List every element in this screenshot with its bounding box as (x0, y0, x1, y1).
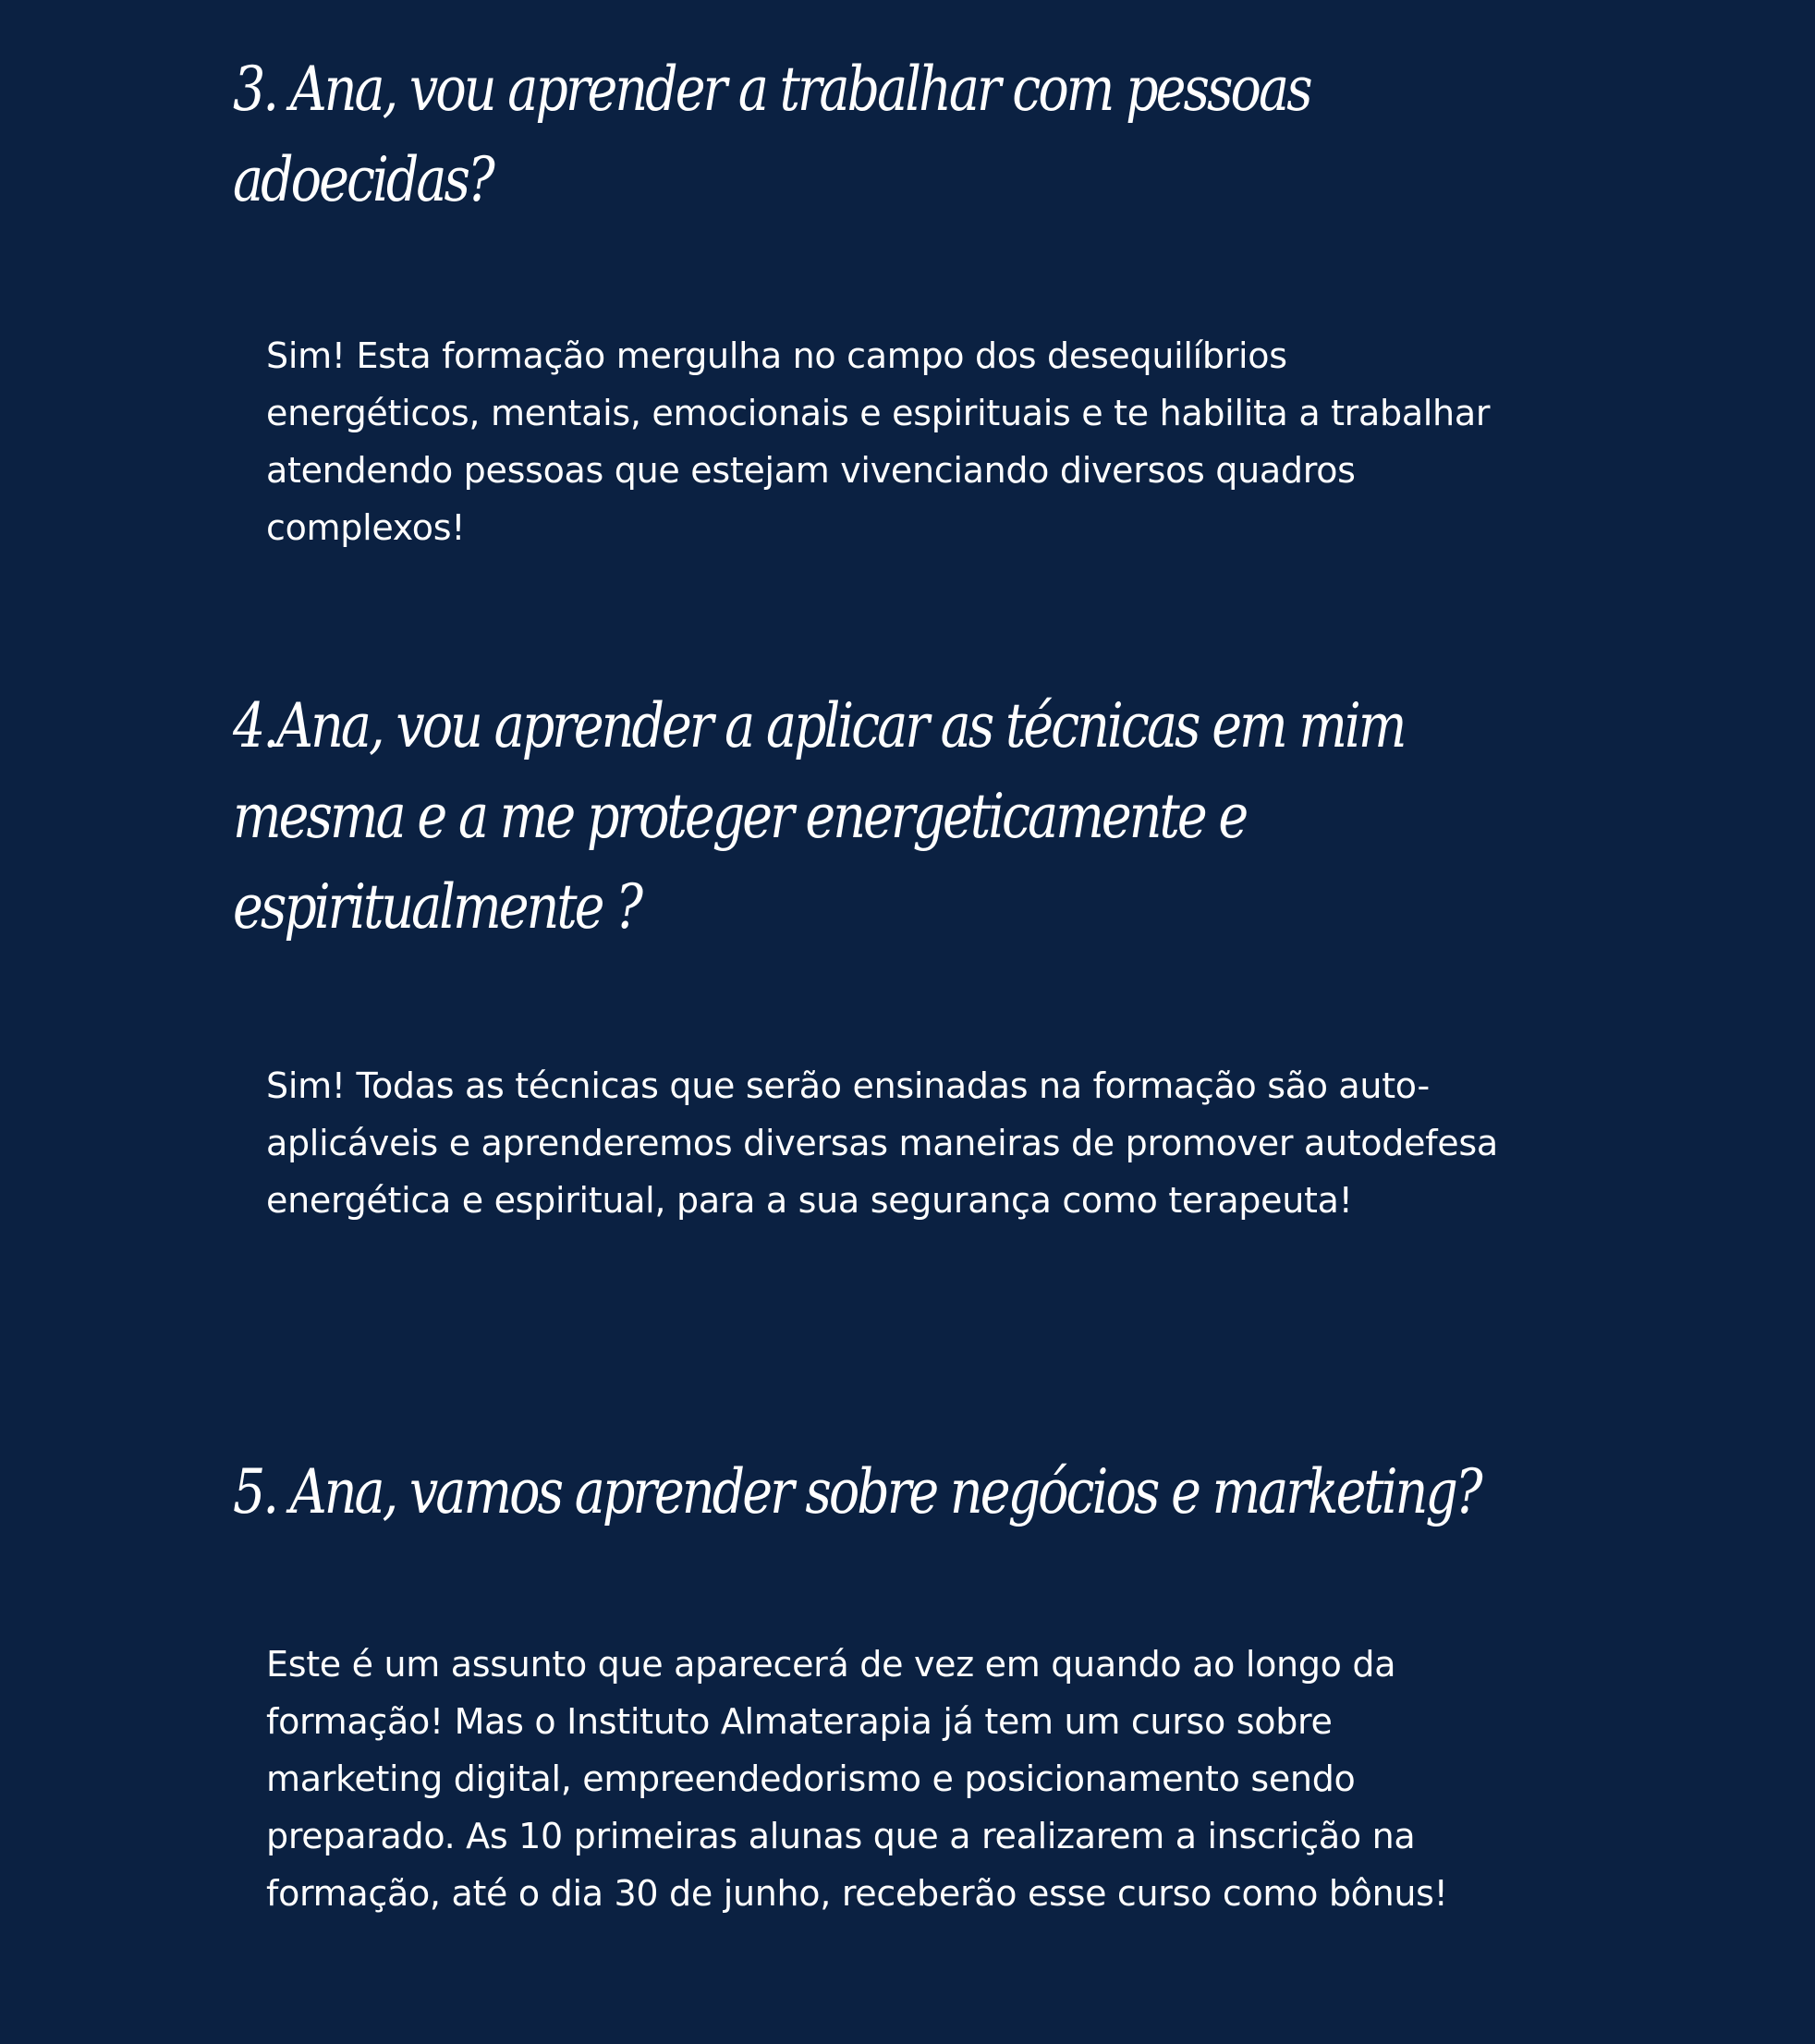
faq-question-5 (233, 1447, 1480, 1538)
faq-question-3-line-2: adoecidas? (233, 144, 493, 215)
faq-answer-4 (266, 1057, 1708, 1229)
faq-answer-5-line-1: Este é um assunto que aparecerá de vez em quando ao longo da (266, 1644, 1396, 1685)
faq-question-4 (233, 681, 1404, 953)
faq-answer-3-line-2: energéticos, mentais, emocionais e espirituais e te habilita a trabalhar (266, 393, 1491, 433)
faq-answer-3-line-1: Sim! Esta formação mergulha no campo dos desequilíbrios (266, 335, 1287, 376)
faq-question-3 (233, 44, 1310, 225)
faq-answer-4-line-2: aplicáveis e aprenderemos diversas maneiras de promover autodefesa (266, 1123, 1498, 1163)
faq-answer-5-line-2: formação! Mas o Instituto Almaterapia já tem um curso sobre (266, 1701, 1333, 1742)
faq-answer-3-line-4: complexos! (266, 507, 466, 548)
faq-answer-3 (266, 327, 1708, 556)
faq-question-4-line-3: espiritualmente ? (233, 871, 641, 943)
faq-answer-5-line-3: marketing digital, empreendedorismo e posicionamento sendo (266, 1758, 1356, 1799)
faq-answer-4-line-3: energética e espiritual, para a sua segurança como terapeuta! (266, 1180, 1353, 1221)
faq-answer-5 (266, 1636, 1708, 1922)
faq-answer-4-line-1: Sim! Todas as técnicas que serão ensinadas na formação são auto- (266, 1065, 1430, 1106)
faq-question-4-line-1: 4.Ana, vou aprender a aplicar as técnicas em mim (233, 690, 1405, 761)
faq-answer-3-line-3: atendendo pessoas que estejam vivenciando diversos quadros (266, 450, 1356, 491)
faq-question-4-line-2: mesma e a me proteger energeticamente e (233, 781, 1247, 852)
faq-answer-5-line-5: formação, até o dia 30 de junho, receberão esse curso como bônus! (266, 1873, 1448, 1914)
faq-question-3-line-1: 3. Ana, vou aprender a trabalhar com pessoas (233, 54, 1310, 125)
faq-answer-5-line-4: preparado. As 10 primeiras alunas que a realizarem a inscrição na (266, 1816, 1416, 1856)
faq-question-5-line-1: 5. Ana, vamos aprender sobre negócios e marketing? (233, 1456, 1480, 1527)
